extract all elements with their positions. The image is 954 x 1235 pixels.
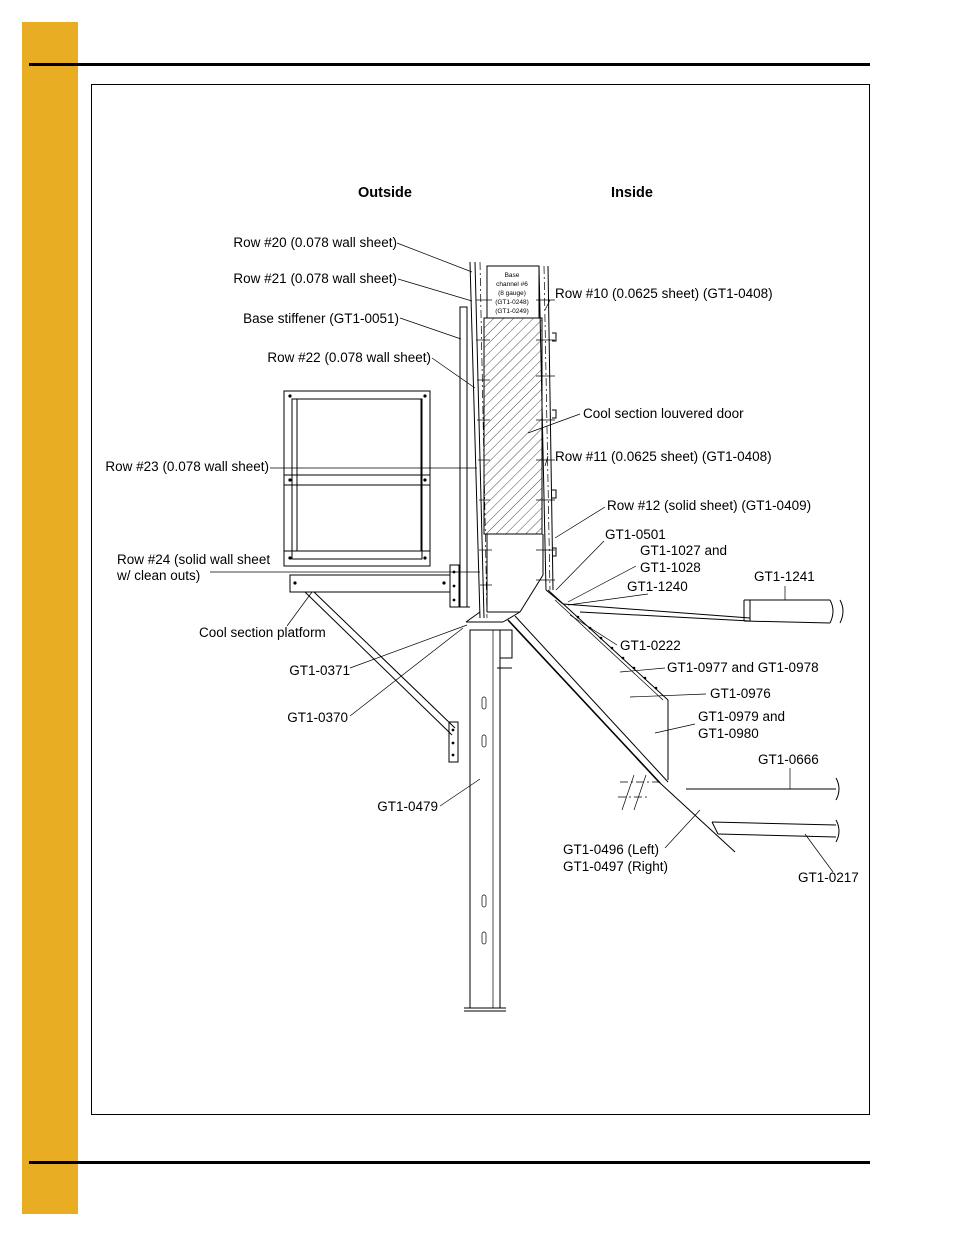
label-gt1-1241: GT1-1241 xyxy=(754,569,815,584)
label-row20: Row #20 (0.078 wall sheet) xyxy=(233,235,397,250)
label-gt1-0496-line1: GT1-0496 (Left) xyxy=(563,842,660,857)
label-gt1-0976: GT1-0976 xyxy=(710,686,771,701)
channel-note-line-4: (GT1-0248) xyxy=(495,299,529,306)
label-base-stiffener: Base stiffener (GT1-0051) xyxy=(243,311,399,326)
channel-note-line-2: channel #6 xyxy=(496,281,528,288)
label-row24-line1: Row #24 (solid wall sheet xyxy=(117,552,271,567)
support-column xyxy=(464,630,512,1011)
label-row12: Row #12 (solid sheet) (GT1-0409) xyxy=(607,498,812,513)
label-gt1-0370: GT1-0370 xyxy=(287,710,348,725)
outside-labels xyxy=(105,235,438,814)
base-channel-note xyxy=(495,272,529,315)
outside-header: Outside xyxy=(358,185,412,201)
label-row23: Row #23 (0.078 wall sheet) xyxy=(105,459,269,474)
channel-note-line-1: Base xyxy=(504,272,520,279)
label-platform: Cool section platform xyxy=(199,625,326,640)
platform-frame xyxy=(284,391,459,762)
label-row10: Row #10 (0.0625 sheet) (GT1-0408) xyxy=(555,286,773,301)
channel-note-line-3: (8 gauge) xyxy=(498,290,526,297)
label-gt1-0979-line2: GT1-0980 xyxy=(698,726,759,741)
channel-note-line-5: (GT1-0249) xyxy=(495,308,529,315)
label-gt1-0479: GT1-0479 xyxy=(377,799,438,814)
label-gt1-1240: GT1-1240 xyxy=(627,579,688,594)
label-gt1-0217: GT1-0217 xyxy=(798,870,859,885)
wall-assembly xyxy=(455,262,563,622)
label-louvered-door: Cool section louvered door xyxy=(583,406,744,421)
label-gt1-0979-line1: GT1-0979 and xyxy=(698,709,786,724)
label-row24-line2: w/ clean outs) xyxy=(117,568,201,583)
label-gt1-0371: GT1-0371 xyxy=(289,663,350,678)
inside-labels xyxy=(555,286,859,885)
label-gt1-1027-line2: GT1-1028 xyxy=(640,560,701,575)
label-gt1-1027-line1: GT1-1027 and xyxy=(640,543,728,558)
label-gt1-0977: GT1-0977 and GT1-0978 xyxy=(667,660,819,675)
label-row21: Row #21 (0.078 wall sheet) xyxy=(233,271,397,286)
inside-floor xyxy=(508,590,843,852)
label-gt1-0222: GT1-0222 xyxy=(620,638,681,653)
inside-header: Inside xyxy=(611,185,653,201)
label-row22: Row #22 (0.078 wall sheet) xyxy=(267,350,431,365)
label-gt1-0496-line2: GT1-0497 (Right) xyxy=(563,859,669,874)
label-gt1-0666: GT1-0666 xyxy=(758,752,819,767)
label-row11: Row #11 (0.0625 sheet) (GT1-0408) xyxy=(555,449,772,464)
label-gt1-0501: GT1-0501 xyxy=(605,527,666,542)
